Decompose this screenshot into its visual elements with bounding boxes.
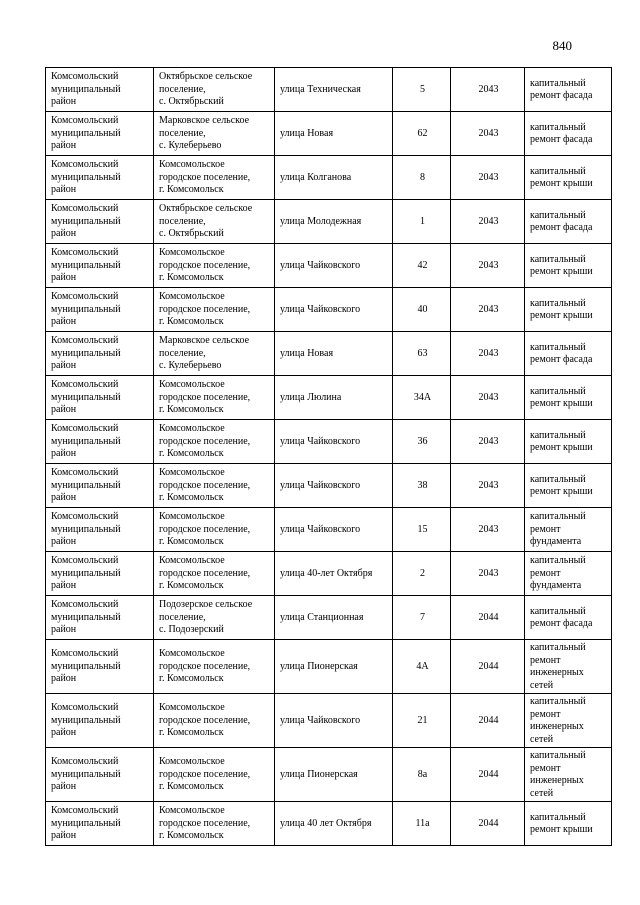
district-cell-line: муниципальный bbox=[51, 567, 121, 579]
district-cell-line: Комсомольский bbox=[51, 555, 119, 567]
work-type-cell-line: капитальный bbox=[530, 511, 586, 523]
table-row bbox=[46, 332, 612, 376]
work-type-cell-line: сетей bbox=[530, 733, 554, 745]
work-type-cell-line: ремонт bbox=[530, 523, 561, 535]
work-type-cell-line: капитальный bbox=[530, 253, 586, 265]
street-cell: улица Новая bbox=[275, 332, 393, 376]
street-cell: улица Чайковского bbox=[275, 508, 393, 552]
district-cell-line: район bbox=[51, 448, 77, 460]
house-number-cell: 8а bbox=[393, 748, 451, 802]
settlement-cell-line: г. Комсомольск bbox=[159, 580, 224, 592]
street-cell: улица Пионерская bbox=[275, 640, 393, 694]
work-type-cell-line: капитальный bbox=[530, 77, 586, 89]
settlement-cell-line: Комсомольское bbox=[159, 511, 225, 523]
street-cell: улица Пионерская bbox=[275, 748, 393, 802]
work-type-cell bbox=[525, 244, 612, 288]
table-row bbox=[46, 694, 612, 748]
settlement-cell-line: Комсомольское bbox=[159, 805, 225, 817]
work-type-cell bbox=[525, 420, 612, 464]
settlement-cell-line: Подозерское сельское bbox=[159, 599, 253, 611]
house-number-cell: 15 bbox=[393, 508, 451, 552]
work-type-cell bbox=[525, 156, 612, 200]
work-type-cell-line: ремонт bbox=[530, 708, 561, 720]
settlement-cell bbox=[154, 332, 275, 376]
work-type-cell-line: ремонт фасада bbox=[530, 222, 593, 233]
district-cell-line: муниципальный bbox=[51, 714, 121, 726]
work-type-cell-line: ремонт фасада bbox=[530, 90, 593, 101]
settlement-cell-line: поселение, bbox=[159, 347, 206, 359]
settlement-cell bbox=[154, 68, 275, 112]
work-type-cell-line: капитальный bbox=[530, 297, 586, 309]
district-cell-line: Комсомольский bbox=[51, 423, 119, 435]
table-row bbox=[46, 420, 612, 464]
settlement-cell-line: г. Комсомольск bbox=[159, 404, 224, 416]
settlement-cell-line: поселение, bbox=[159, 127, 206, 139]
district-cell-line: Комсомольский bbox=[51, 71, 119, 83]
district-cell-line: район bbox=[51, 272, 77, 284]
year-cell: 2044 bbox=[451, 596, 525, 640]
district-cell bbox=[46, 748, 154, 802]
district-cell-line: район bbox=[51, 404, 77, 416]
settlement-cell-line: г. Комсомольск bbox=[159, 727, 224, 739]
street-cell: улица Станционная bbox=[275, 596, 393, 640]
work-type-cell-line: ремонт крыши bbox=[530, 442, 593, 453]
house-number-cell: 21 bbox=[393, 694, 451, 748]
settlement-cell bbox=[154, 420, 275, 464]
district-cell-line: Комсомольский bbox=[51, 379, 119, 391]
work-type-cell-line: капитальный bbox=[530, 209, 586, 221]
street-cell: улица Люлина bbox=[275, 376, 393, 420]
district-cell-line: муниципальный bbox=[51, 768, 121, 780]
district-cell-line: район bbox=[51, 624, 77, 636]
year-cell: 2043 bbox=[451, 68, 525, 112]
table-row bbox=[46, 802, 612, 846]
table-row bbox=[46, 464, 612, 508]
district-cell-line: Комсомольский bbox=[51, 702, 119, 714]
settlement-cell-line: с. Октябрьский bbox=[159, 96, 224, 108]
district-cell-line: муниципальный bbox=[51, 611, 121, 623]
district-cell-line: Комсомольский bbox=[51, 247, 119, 259]
house-number-cell: 8 bbox=[393, 156, 451, 200]
year-cell: 2043 bbox=[451, 332, 525, 376]
settlement-cell-line: Комсомольское bbox=[159, 423, 225, 435]
district-cell-line: муниципальный bbox=[51, 479, 121, 491]
settlement-cell-line: г. Комсомольск bbox=[159, 184, 224, 196]
district-cell-line: муниципальный bbox=[51, 817, 121, 829]
district-cell bbox=[46, 112, 154, 156]
settlement-cell-line: с. Октябрьский bbox=[159, 228, 224, 240]
work-type-cell-line: фундамента bbox=[530, 580, 582, 592]
house-number-cell: 7 bbox=[393, 596, 451, 640]
page-number: 840 bbox=[552, 38, 572, 53]
table-row bbox=[46, 376, 612, 420]
work-type-cell bbox=[525, 694, 612, 748]
work-type-cell bbox=[525, 68, 612, 112]
district-cell bbox=[46, 464, 154, 508]
work-type-cell bbox=[525, 552, 612, 596]
settlement-cell-line: Комсомольское bbox=[159, 756, 225, 768]
table-row bbox=[46, 748, 612, 802]
settlement-cell-line: г. Комсомольск bbox=[159, 316, 224, 328]
district-cell-line: район bbox=[51, 727, 77, 739]
settlement-cell-line: городское поселение, bbox=[159, 768, 251, 780]
settlement-cell bbox=[154, 748, 275, 802]
street-cell: улица Техническая bbox=[275, 68, 393, 112]
district-cell bbox=[46, 420, 154, 464]
year-cell: 2043 bbox=[451, 552, 525, 596]
work-type-cell-line: капитальный bbox=[530, 385, 586, 397]
district-cell-line: район bbox=[51, 580, 77, 592]
settlement-cell bbox=[154, 552, 275, 596]
settlement-cell-line: Марковское сельское bbox=[159, 115, 250, 127]
district-cell bbox=[46, 596, 154, 640]
settlement-cell-line: Октябрьское сельское bbox=[159, 203, 253, 215]
settlement-cell-line: г. Комсомольск bbox=[159, 492, 224, 504]
settlement-cell-line: Марковское сельское bbox=[159, 335, 250, 347]
district-cell bbox=[46, 68, 154, 112]
district-cell-line: муниципальный bbox=[51, 303, 121, 315]
house-number-cell: 4А bbox=[393, 640, 451, 694]
work-type-cell-line: капитальный bbox=[530, 165, 586, 177]
settlement-cell bbox=[154, 244, 275, 288]
settlement-cell-line: Комсомольское bbox=[159, 467, 225, 479]
settlement-cell-line: Комсомольское bbox=[159, 702, 225, 714]
table-row bbox=[46, 288, 612, 332]
year-cell: 2043 bbox=[451, 200, 525, 244]
district-cell-line: Комсомольский bbox=[51, 159, 119, 171]
work-type-cell bbox=[525, 508, 612, 552]
district-cell-line: район bbox=[51, 184, 77, 196]
settlement-cell bbox=[154, 464, 275, 508]
district-cell-line: муниципальный bbox=[51, 171, 121, 183]
table-row bbox=[46, 508, 612, 552]
street-cell: улица Колганова bbox=[275, 156, 393, 200]
settlement-cell-line: поселение, bbox=[159, 215, 206, 227]
work-type-cell bbox=[525, 200, 612, 244]
work-type-cell-line: ремонт bbox=[530, 654, 561, 666]
district-cell-line: муниципальный bbox=[51, 127, 121, 139]
district-cell-line: муниципальный bbox=[51, 435, 121, 447]
settlement-cell-line: Комсомольское bbox=[159, 555, 225, 567]
district-cell-line: муниципальный bbox=[51, 391, 121, 403]
house-number-cell: 36 bbox=[393, 420, 451, 464]
district-cell-line: муниципальный bbox=[51, 347, 121, 359]
work-type-cell bbox=[525, 640, 612, 694]
street-cell: улица Чайковского bbox=[275, 694, 393, 748]
district-cell-line: район bbox=[51, 228, 77, 240]
street-cell: улица Чайковского bbox=[275, 464, 393, 508]
district-cell bbox=[46, 508, 154, 552]
district-cell-line: Комсомольский bbox=[51, 648, 119, 660]
street-cell: улица 40 лет Октября bbox=[275, 802, 393, 846]
district-cell-line: Комсомольский bbox=[51, 467, 119, 479]
house-number-cell: 42 bbox=[393, 244, 451, 288]
work-type-cell bbox=[525, 288, 612, 332]
work-type-cell-line: капитальный bbox=[530, 605, 586, 617]
year-cell: 2043 bbox=[451, 420, 525, 464]
district-cell-line: район bbox=[51, 781, 77, 793]
settlement-cell-line: городское поселение, bbox=[159, 523, 251, 535]
house-number-cell: 11а bbox=[393, 802, 451, 846]
street-cell: улица 40-лет Октября bbox=[275, 552, 393, 596]
work-type-cell-line: ремонт крыши bbox=[530, 398, 593, 409]
year-cell: 2043 bbox=[451, 112, 525, 156]
settlement-cell bbox=[154, 200, 275, 244]
work-type-cell bbox=[525, 596, 612, 640]
house-number-cell: 34А bbox=[393, 376, 451, 420]
work-type-cell bbox=[525, 748, 612, 802]
work-type-cell-line: ремонт крыши bbox=[530, 178, 593, 189]
table-body bbox=[46, 68, 612, 846]
street-cell: улица Молодежная bbox=[275, 200, 393, 244]
settlement-cell-line: г. Комсомольск bbox=[159, 448, 224, 460]
street-cell: улица Чайковского bbox=[275, 288, 393, 332]
district-cell-line: Комсомольский bbox=[51, 115, 119, 127]
district-cell-line: район bbox=[51, 360, 77, 372]
work-type-cell-line: капитальный bbox=[530, 642, 586, 653]
work-type-cell bbox=[525, 802, 612, 846]
table-row bbox=[46, 112, 612, 156]
settlement-cell-line: Комсомольское bbox=[159, 247, 225, 259]
settlement-cell bbox=[154, 640, 275, 694]
district-cell bbox=[46, 332, 154, 376]
street-cell: улица Чайковского bbox=[275, 244, 393, 288]
year-cell: 2043 bbox=[451, 288, 525, 332]
year-cell: 2043 bbox=[451, 244, 525, 288]
district-cell bbox=[46, 376, 154, 420]
settlement-cell-line: Комсомольское bbox=[159, 379, 225, 391]
work-type-cell-line: ремонт bbox=[530, 762, 561, 774]
work-type-cell-line: инженерных bbox=[530, 775, 584, 786]
work-type-cell-line: ремонт фасада bbox=[530, 618, 593, 629]
work-type-cell-line: капитальный bbox=[530, 750, 586, 761]
settlement-cell bbox=[154, 694, 275, 748]
settlement-cell bbox=[154, 596, 275, 640]
district-cell-line: муниципальный bbox=[51, 215, 121, 227]
settlement-cell bbox=[154, 288, 275, 332]
work-type-cell-line: капитальный bbox=[530, 811, 586, 823]
work-type-cell-line: ремонт крыши bbox=[530, 824, 593, 835]
table-row bbox=[46, 244, 612, 288]
settlement-cell-line: Комсомольское bbox=[159, 648, 225, 660]
settlement-cell-line: городское поселение, bbox=[159, 391, 251, 403]
settlement-cell-line: г. Комсомольск bbox=[159, 536, 224, 548]
district-cell bbox=[46, 200, 154, 244]
table-row bbox=[46, 200, 612, 244]
street-cell: улица Новая bbox=[275, 112, 393, 156]
settlement-cell bbox=[154, 802, 275, 846]
district-cell-line: район bbox=[51, 316, 77, 328]
table-row bbox=[46, 596, 612, 640]
work-type-cell-line: фундамента bbox=[530, 536, 582, 548]
work-type-cell-line: ремонт крыши bbox=[530, 310, 593, 321]
house-number-cell: 1 bbox=[393, 200, 451, 244]
settlement-cell-line: г. Комсомольск bbox=[159, 673, 224, 685]
house-number-cell: 63 bbox=[393, 332, 451, 376]
settlement-cell-line: городское поселение, bbox=[159, 714, 251, 726]
year-cell: 2044 bbox=[451, 640, 525, 694]
district-cell-line: муниципальный bbox=[51, 83, 121, 95]
district-cell bbox=[46, 640, 154, 694]
work-type-cell bbox=[525, 376, 612, 420]
settlement-cell bbox=[154, 508, 275, 552]
district-cell-line: Комсомольский bbox=[51, 756, 119, 768]
repair-schedule-table bbox=[45, 67, 612, 846]
work-type-cell-line: капитальный bbox=[530, 121, 586, 133]
work-type-cell-line: ремонт фасада bbox=[530, 354, 593, 365]
table-row bbox=[46, 552, 612, 596]
work-type-cell-line: капитальный bbox=[530, 555, 586, 567]
work-type-cell-line: ремонт bbox=[530, 567, 561, 579]
work-type-cell bbox=[525, 464, 612, 508]
house-number-cell: 2 bbox=[393, 552, 451, 596]
work-type-cell-line: ремонт крыши bbox=[530, 266, 593, 277]
settlement-cell-line: Октябрьское сельское bbox=[159, 71, 253, 83]
year-cell: 2043 bbox=[451, 156, 525, 200]
settlement-cell-line: Комсомольское bbox=[159, 291, 225, 303]
district-cell-line: Комсомольский bbox=[51, 203, 119, 215]
year-cell: 2043 bbox=[451, 464, 525, 508]
settlement-cell bbox=[154, 156, 275, 200]
district-cell bbox=[46, 288, 154, 332]
settlement-cell-line: городское поселение, bbox=[159, 567, 251, 579]
work-type-cell-line: ремонт фасада bbox=[530, 134, 593, 145]
work-type-cell-line: капитальный bbox=[530, 341, 586, 353]
table-row bbox=[46, 68, 612, 112]
district-cell-line: Комсомольский bbox=[51, 599, 119, 611]
house-number-cell: 5 bbox=[393, 68, 451, 112]
district-cell bbox=[46, 244, 154, 288]
work-type-cell bbox=[525, 112, 612, 156]
work-type-cell-line: сетей bbox=[530, 787, 554, 799]
district-cell bbox=[46, 156, 154, 200]
district-cell-line: Комсомольский bbox=[51, 805, 119, 817]
settlement-cell-line: г. Комсомольск bbox=[159, 272, 224, 284]
year-cell: 2044 bbox=[451, 694, 525, 748]
work-type-cell-line: капитальный bbox=[530, 696, 586, 707]
house-number-cell: 38 bbox=[393, 464, 451, 508]
district-cell-line: муниципальный bbox=[51, 259, 121, 271]
street-cell: улица Чайковского bbox=[275, 420, 393, 464]
settlement-cell bbox=[154, 112, 275, 156]
year-cell: 2043 bbox=[451, 376, 525, 420]
table-row bbox=[46, 156, 612, 200]
settlement-cell-line: городское поселение, bbox=[159, 303, 251, 315]
district-cell bbox=[46, 552, 154, 596]
work-type-cell-line: сетей bbox=[530, 679, 554, 691]
district-cell-line: район bbox=[51, 536, 77, 548]
settlement-cell-line: г. Комсомольск bbox=[159, 781, 224, 793]
year-cell: 2044 bbox=[451, 748, 525, 802]
work-type-cell-line: капитальный bbox=[530, 429, 586, 441]
settlement-cell-line: городское поселение, bbox=[159, 435, 251, 447]
district-cell-line: район bbox=[51, 830, 77, 842]
district-cell bbox=[46, 802, 154, 846]
settlement-cell bbox=[154, 376, 275, 420]
work-type-cell-line: ремонт крыши bbox=[530, 486, 593, 497]
table-row bbox=[46, 640, 612, 694]
district-cell-line: район bbox=[51, 140, 77, 152]
year-cell: 2044 bbox=[451, 802, 525, 846]
house-number-cell: 62 bbox=[393, 112, 451, 156]
settlement-cell-line: городское поселение, bbox=[159, 259, 251, 271]
settlement-cell-line: поселение, bbox=[159, 611, 206, 623]
district-cell bbox=[46, 694, 154, 748]
district-cell-line: муниципальный bbox=[51, 660, 121, 672]
settlement-cell-line: с. Кулеберьево bbox=[159, 360, 222, 372]
district-cell-line: Комсомольский bbox=[51, 291, 119, 303]
district-cell-line: Комсомольский bbox=[51, 335, 119, 347]
settlement-cell-line: Комсомольское bbox=[159, 159, 225, 171]
work-type-cell-line: инженерных bbox=[530, 721, 584, 732]
district-cell-line: Комсомольский bbox=[51, 511, 119, 523]
district-cell-line: район bbox=[51, 96, 77, 108]
work-type-cell-line: инженерных bbox=[530, 667, 584, 678]
year-cell: 2043 bbox=[451, 508, 525, 552]
settlement-cell-line: г. Комсомольск bbox=[159, 830, 224, 842]
settlement-cell-line: с. Кулеберьево bbox=[159, 140, 222, 152]
work-type-cell-line: капитальный bbox=[530, 473, 586, 485]
settlement-cell-line: поселение, bbox=[159, 83, 206, 95]
settlement-cell-line: городское поселение, bbox=[159, 660, 251, 672]
work-type-cell bbox=[525, 332, 612, 376]
settlement-cell-line: с. Подозерский bbox=[159, 624, 224, 636]
settlement-cell-line: городское поселение, bbox=[159, 479, 251, 491]
house-number-cell: 40 bbox=[393, 288, 451, 332]
settlement-cell-line: городское поселение, bbox=[159, 171, 251, 183]
settlement-cell-line: городское поселение, bbox=[159, 817, 251, 829]
district-cell-line: муниципальный bbox=[51, 523, 121, 535]
district-cell-line: район bbox=[51, 673, 77, 685]
district-cell-line: район bbox=[51, 492, 77, 504]
